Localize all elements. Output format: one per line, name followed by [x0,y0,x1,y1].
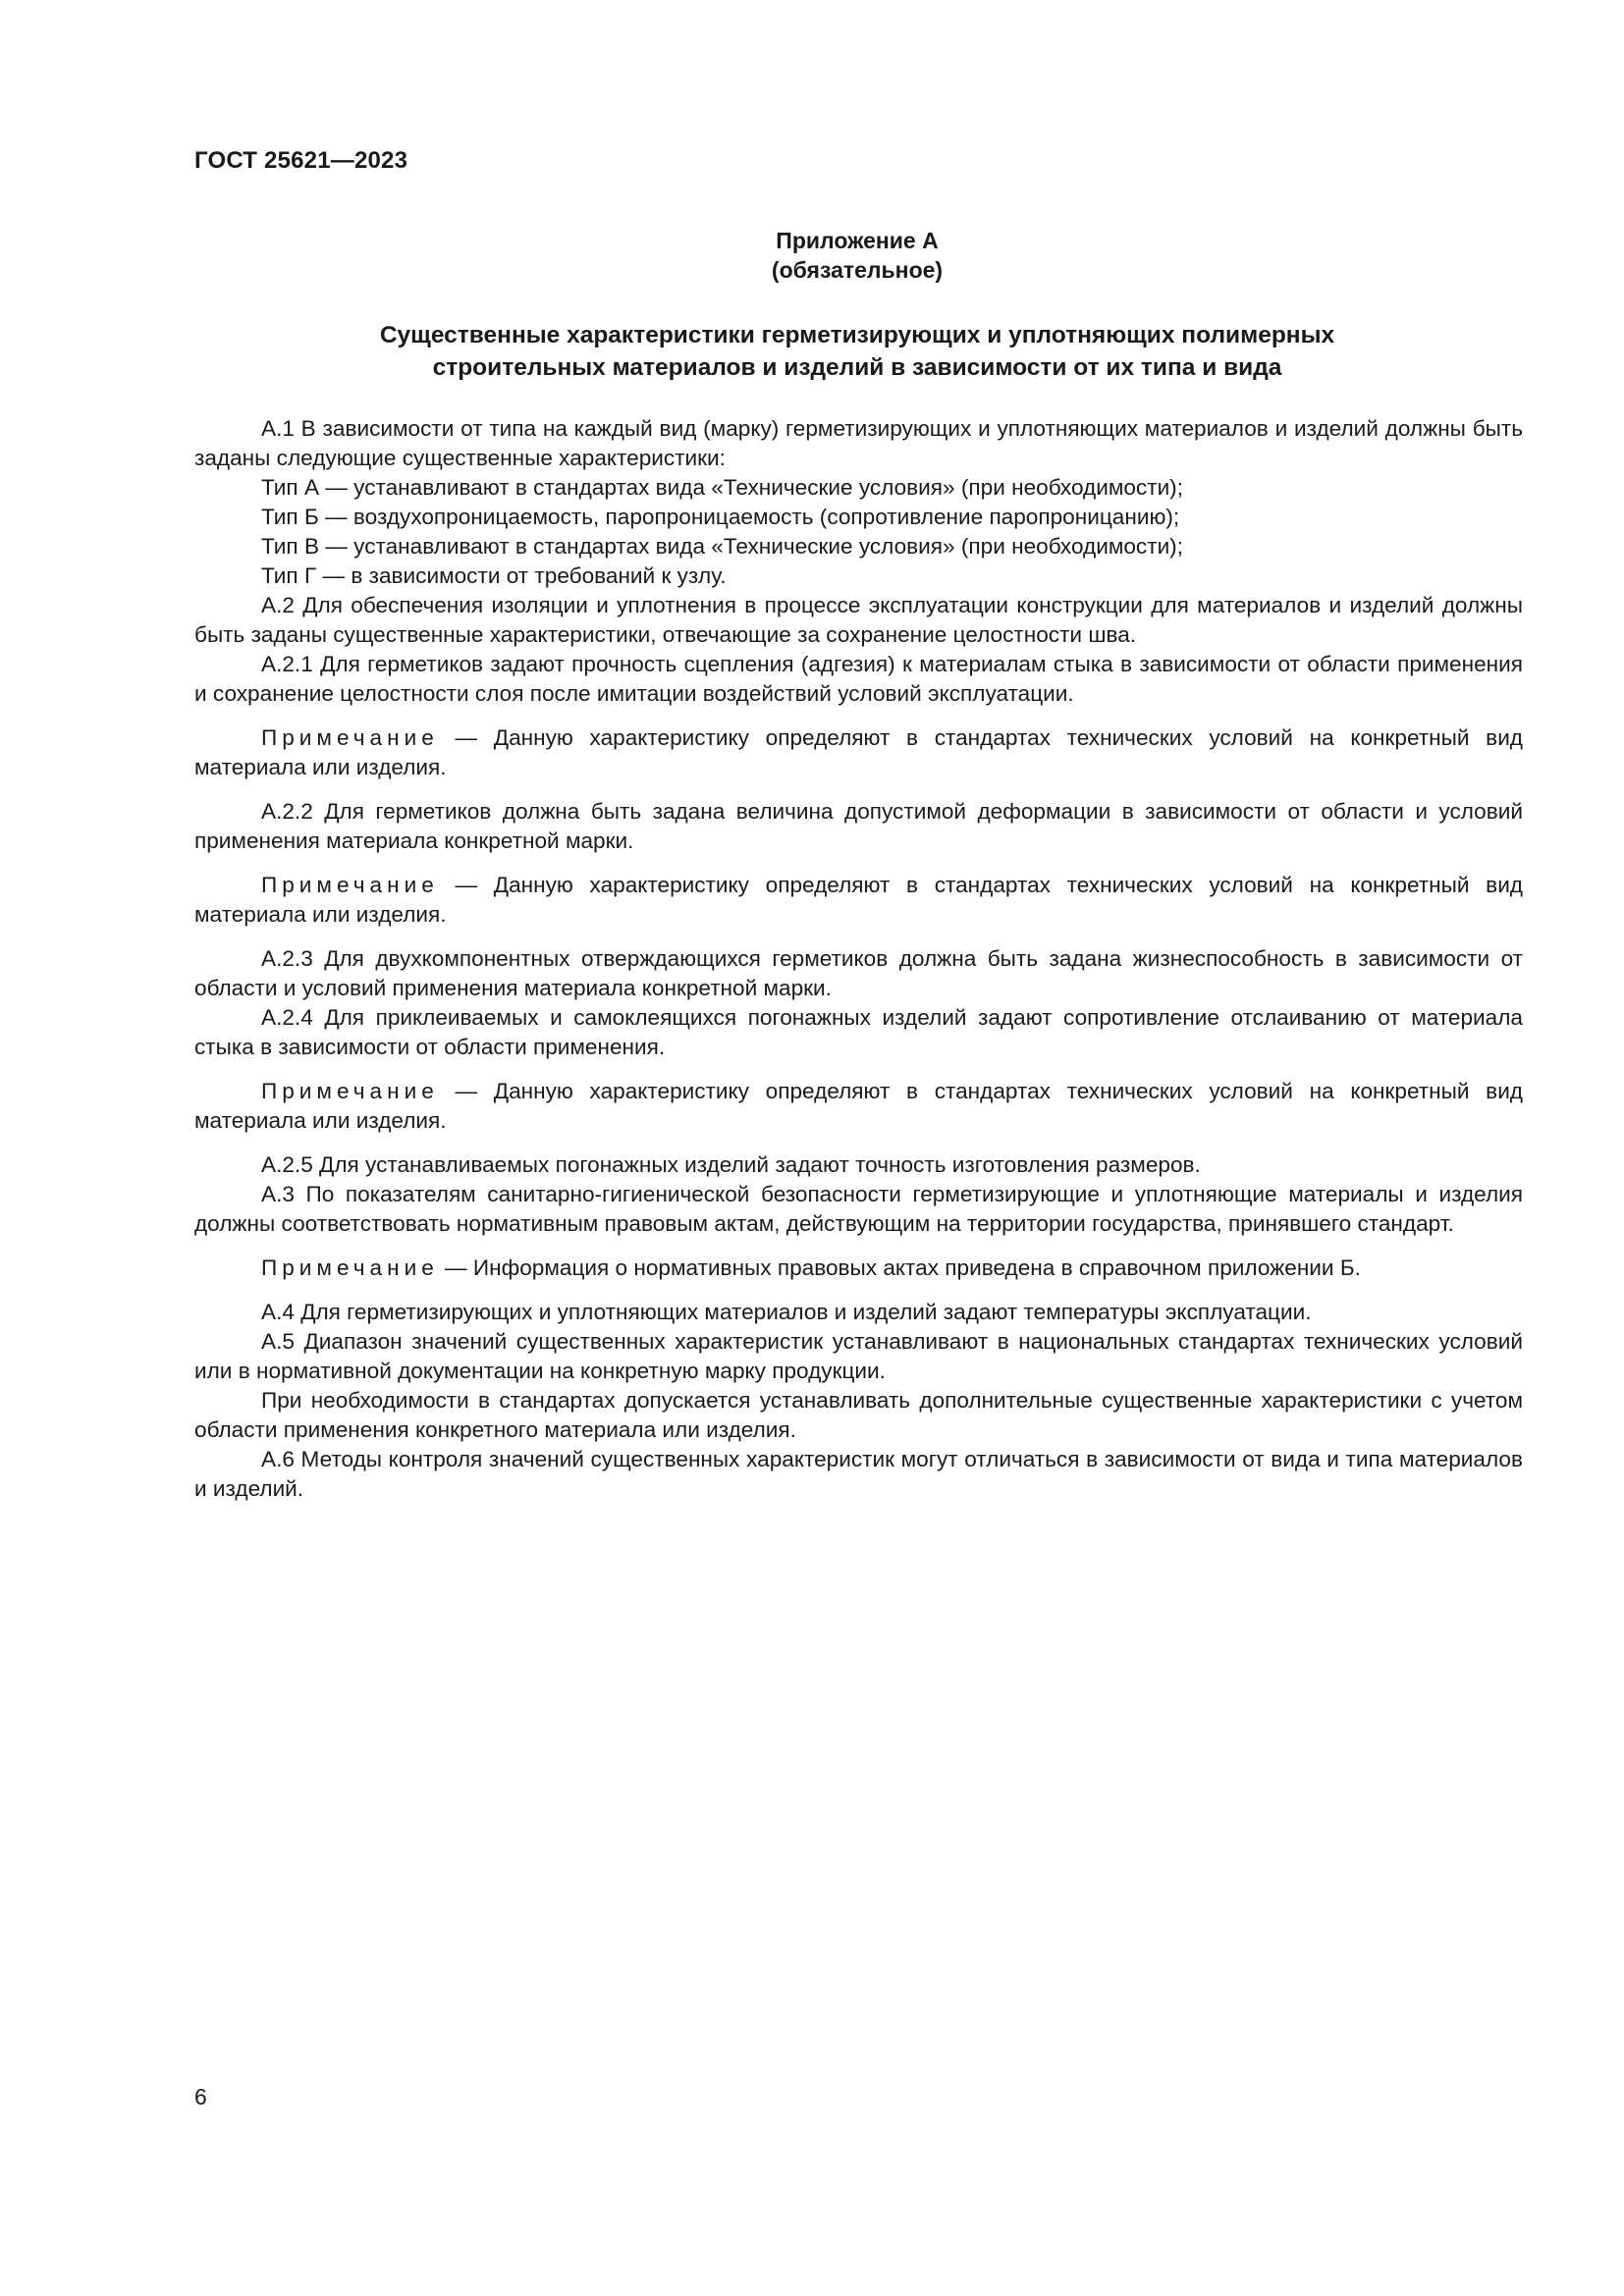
paragraph-type-a: Тип А — устанавливают в стандартах вида «Технические условия» (при необходимости); [261,475,1183,500]
note-3 [194,1077,1523,1136]
note-label: Примечание [261,1079,439,1103]
paragraph-a2-3: А.2.3 Для двухкомпонентных отверждающихся герметиков должна быть задана жизнеспособность в зависимости от области и условий применения материала конкретной марки. [194,946,1523,1000]
note-text: — Информация о нормативных правовых актах приведена в справочном приложении Б. [438,1255,1361,1280]
annex-label: Приложение А [776,228,939,253]
note-2 [194,871,1523,930]
paragraph-a1: А.1 В зависимости от типа на каждый вид (марку) герметизирующих и уплотняющих материалов и изделий должны быть заданы следующие существенные характеристики: [194,416,1523,470]
annex-status: (обязательное) [771,257,944,283]
annex-heading [194,226,1520,285]
note-1 [194,723,1523,782]
paragraph-a2-4: А.2.4 Для приклеиваемых и самоклеящихся погонажных изделий задают сопротивление отслаиванию от материала стыка в зависимости от области применения. [194,1005,1523,1059]
paragraph-type-v: Тип В — устанавливают в стандартах вида «Технические условия» (при необходимости); [261,534,1183,559]
paragraph-a5-extra: При необходимости в стандартах допускается устанавливать дополнительные существенные характеристики с учетом области применения конкретного материала или изделия. [194,1388,1523,1442]
paragraph-a6: А.6 Методы контроля значений существенных характеристик могут отличаться в зависимости от вида и типа материалов и изделий. [194,1447,1523,1501]
note-label: Примечание [261,1255,439,1280]
paragraph-type-g: Тип Г — в зависимости от требований к узлу. [261,563,727,588]
annex-title [194,319,1520,384]
page-number: 6 [194,2084,207,2109]
paragraph-a4: А.4 Для герметизирующих и уплотняющих материалов и изделий задают температуры эксплуатации. [261,1300,1312,1324]
note-text: — Данную характеристику определяют в стандартах технических условий на конкретный вид материала или изделия. [194,873,1523,927]
annex-title-line-1: Существенные характеристики герметизирующих и уплотняющих полимерных [379,322,1335,348]
paragraph-a2-5: А.2.5 Для устанавливаемых погонажных изделий задают точность изготовления размеров. [261,1152,1201,1177]
document-code: ГОСТ 25621—2023 [194,147,408,174]
note-text: — Данную характеристику определяют в стандартах технических условий на конкретный вид материала или изделия. [194,725,1523,779]
paragraph-a2: А.2 Для обеспечения изоляции и уплотнения в процессе эксплуатации конструкции для материалов и изделий должны быть заданы существенные характеристики, отвечающие за сохранение целостности шва. [194,593,1523,647]
paragraph-type-b: Тип Б — воздухопроницаемость, паропроницаемость (сопротивление паропроницанию); [261,505,1180,529]
paragraph-a2-2: А.2.2 Для герметиков должна быть задана величина допустимой деформации в зависимости от области и условий применения материала конкретной марки. [194,799,1523,853]
note-label: Примечание [261,725,439,750]
note-text: — Данную характеристику определяют в стандартах технических условий на конкретный вид материала или изделия. [194,1079,1523,1133]
note-4 [194,1254,1523,1283]
annex-title-line-2: строительных материалов и изделий в зависимости от их типа и вида [432,354,1282,381]
document-body [194,414,1523,1504]
paragraph-a2-1: А.2.1 Для герметиков задают прочность сцепления (адгезия) к материалам стыка в зависимости от области применения и сохранение целостности слоя после имитации воздействий условий эксплуатации. [194,652,1523,706]
paragraph-a3: А.3 По показателям санитарно-гигиенической безопасности герметизирующие и уплотняющие материалы и изделия должны соответствовать нормативным правовым актам, действующим на территории государства, принявшего стандарт. [194,1182,1523,1236]
note-label: Примечание [261,873,439,897]
paragraph-a5: А.5 Диапазон значений существенных характеристик устанавливают в национальных стандартах технических условий или в нормативной документации на конкретную марку продукции. [194,1329,1523,1383]
